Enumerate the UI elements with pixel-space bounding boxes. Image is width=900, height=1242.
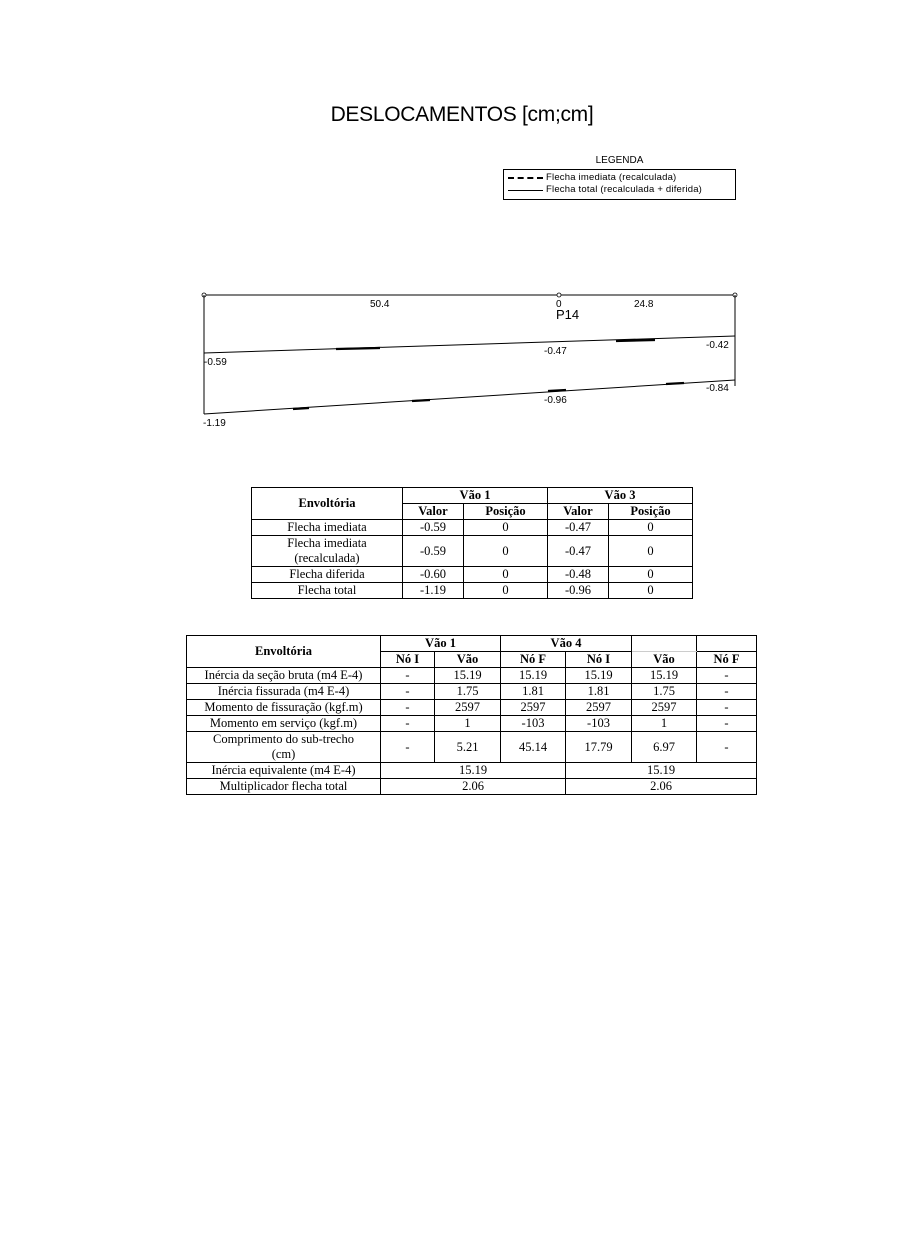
- table-row: [252, 583, 693, 599]
- cell: 1.75: [632, 684, 697, 700]
- cell: -: [381, 684, 435, 700]
- cell: -: [697, 684, 757, 700]
- cell: -0.59: [403, 520, 464, 536]
- row-label: Flecha imediata: [252, 520, 403, 536]
- total-dash: [412, 400, 430, 401]
- cell: -: [381, 732, 435, 763]
- cell: 1.75: [435, 684, 501, 700]
- header-span: Vão 1: [403, 488, 548, 504]
- row-label: Comprimento do sub-trecho (cm): [187, 732, 381, 763]
- inertia-table: [186, 635, 757, 795]
- header-span: Vão 3: [548, 488, 693, 504]
- value-label: -0.96: [544, 395, 567, 406]
- total-dash: [666, 383, 684, 384]
- span-label: 24.8: [634, 299, 654, 310]
- value-label: -1.19: [203, 418, 226, 429]
- immediate-dash: [616, 340, 655, 341]
- cell: 6.97: [632, 732, 697, 763]
- table-row: [187, 668, 757, 684]
- cell: 1: [435, 716, 501, 732]
- cell: 15.19: [566, 668, 632, 684]
- cell: 0: [609, 567, 693, 583]
- cell: 15.19: [632, 668, 697, 684]
- header-span: [697, 636, 757, 652]
- total-deflection-curve: [204, 380, 735, 414]
- cell: -: [381, 668, 435, 684]
- cell: -103: [566, 716, 632, 732]
- header-span: [632, 636, 697, 652]
- cell: -0.59: [403, 536, 464, 567]
- span-label: 50.4: [370, 299, 390, 310]
- row-label: Inércia da seção bruta (m4 E-4): [187, 668, 381, 684]
- cell: 1.81: [566, 684, 632, 700]
- row-label: Multiplicador flecha total: [187, 779, 381, 795]
- cell: 2597: [566, 700, 632, 716]
- cell: 1: [632, 716, 697, 732]
- cell: -0.96: [548, 583, 609, 599]
- legend-item-label: Flecha imediata (recalculada): [546, 172, 677, 183]
- deflection-table: [251, 487, 693, 599]
- cell: 45.14: [501, 732, 566, 763]
- total-dash: [548, 390, 566, 391]
- header-span: Vão 1: [381, 636, 501, 652]
- cell: -: [381, 716, 435, 732]
- cell: -0.47: [548, 536, 609, 567]
- cell: 15.19: [435, 668, 501, 684]
- value-label: -0.47: [544, 346, 567, 357]
- header-col: Vão: [435, 652, 501, 668]
- cell: 2597: [501, 700, 566, 716]
- cell: -: [697, 716, 757, 732]
- header-envoltoria: Envoltória: [252, 488, 403, 520]
- row-label: Flecha diferida: [252, 567, 403, 583]
- cell: 2.06: [566, 779, 757, 795]
- cell: -: [697, 668, 757, 684]
- page-title: DESLOCAMENTOS [cm;cm]: [330, 103, 594, 126]
- cell: -0.47: [548, 520, 609, 536]
- header-span: Vão 4: [501, 636, 632, 652]
- cell: 2597: [435, 700, 501, 716]
- cell: 2.06: [381, 779, 566, 795]
- table-row: [252, 536, 693, 567]
- cell: 15.19: [566, 763, 757, 779]
- cell: -1.19: [403, 583, 464, 599]
- value-label: -0.59: [204, 357, 227, 368]
- cell: 0: [464, 520, 548, 536]
- cell: 0: [464, 583, 548, 599]
- table-row: [187, 763, 757, 779]
- header-col: Nó I: [381, 652, 435, 668]
- header-col: Vão: [632, 652, 697, 668]
- row-label: Inércia fissurada (m4 E-4): [187, 684, 381, 700]
- cell: 17.79: [566, 732, 632, 763]
- legend-item-label: Flecha total (recalculada + diferida): [546, 184, 703, 195]
- cell: 15.19: [501, 668, 566, 684]
- cell: 1.81: [501, 684, 566, 700]
- table-row: [252, 520, 693, 536]
- row-label: Flecha imediata (recalculada): [252, 536, 403, 567]
- header-valor: Valor: [403, 504, 464, 520]
- header-envoltoria: Envoltória: [187, 636, 381, 668]
- row-label: Flecha total: [252, 583, 403, 599]
- cell: -0.48: [548, 567, 609, 583]
- value-label: -0.42: [706, 340, 729, 351]
- cell: 0: [464, 567, 548, 583]
- table-row: [187, 732, 757, 763]
- cell: -: [697, 732, 757, 763]
- span-label: 0: [556, 299, 562, 310]
- cell: -: [697, 700, 757, 716]
- cell: -0.60: [403, 567, 464, 583]
- cell: 0: [464, 536, 548, 567]
- immediate-deflection-curve: [204, 336, 735, 353]
- header-col: Nó F: [501, 652, 566, 668]
- immediate-dash: [336, 348, 380, 349]
- row-label: Momento em serviço (kgf.m): [187, 716, 381, 732]
- table-row: [187, 700, 757, 716]
- cell: 0: [609, 583, 693, 599]
- header-posicao: Posição: [609, 504, 693, 520]
- cell: 5.21: [435, 732, 501, 763]
- cell: 0: [609, 536, 693, 567]
- cell: 0: [609, 520, 693, 536]
- displacement-diagram: [0, 0, 900, 440]
- row-label: Inércia equivalente (m4 E-4): [187, 763, 381, 779]
- header-valor: Valor: [548, 504, 609, 520]
- row-label: Momento de fissuração (kgf.m): [187, 700, 381, 716]
- table-row: [187, 684, 757, 700]
- header-col: Nó F: [697, 652, 757, 668]
- cell: -103: [501, 716, 566, 732]
- cell: 2597: [632, 700, 697, 716]
- support-label: P14: [556, 307, 580, 322]
- header-posicao: Posição: [464, 504, 548, 520]
- total-dash: [293, 408, 309, 409]
- header-col: Nó I: [566, 652, 632, 668]
- table-row: [252, 567, 693, 583]
- value-label: -0.84: [706, 383, 729, 394]
- table-row: [187, 716, 757, 732]
- table-row: [187, 779, 757, 795]
- legend-title: LEGENDA: [595, 155, 644, 166]
- cell: 15.19: [381, 763, 566, 779]
- support-middle: [557, 293, 561, 297]
- cell: -: [381, 700, 435, 716]
